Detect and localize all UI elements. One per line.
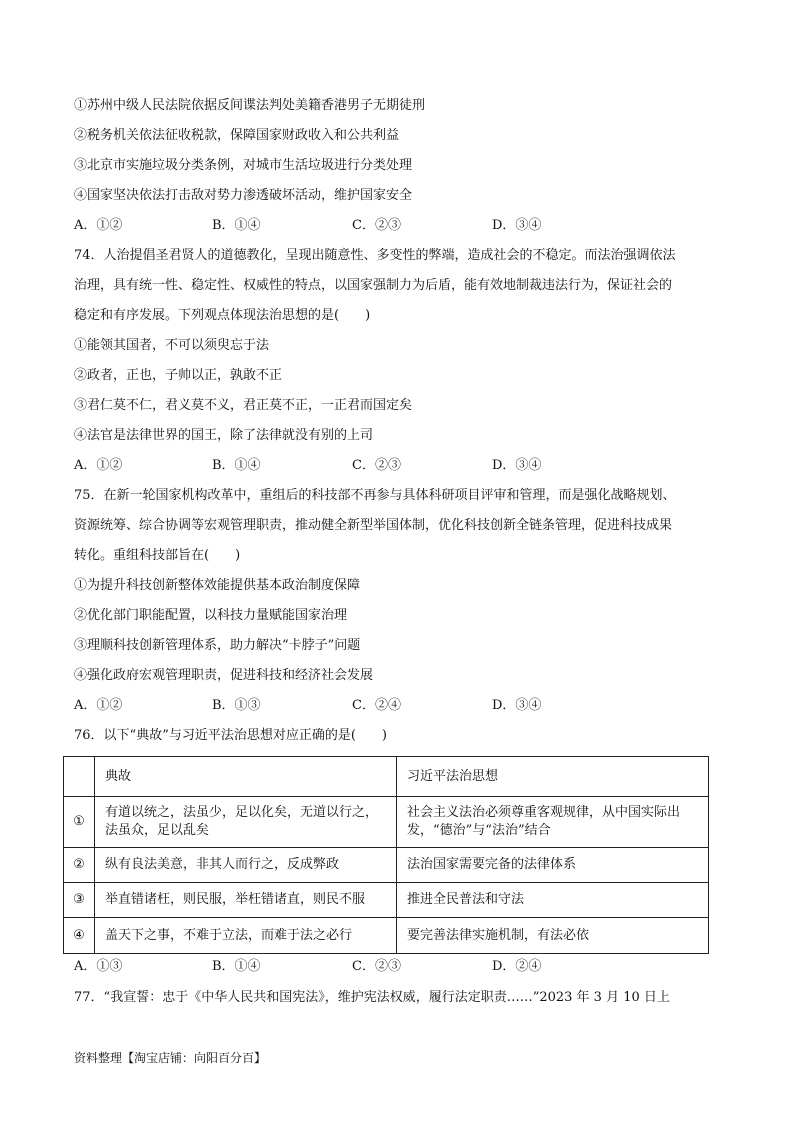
q75-item-2: ②优化部门职能配置，以科技力量赋能国家治理 <box>74 608 348 623</box>
row-thought: 要完善法律实施机制，有法必依 <box>397 918 709 954</box>
q74-stem-line-2: 治理，具有统一性、稳定性、权威性的特点，以国家强制力为后盾，能有效地制裁违法行为，保证社会的 <box>74 278 673 293</box>
q75-stem-line-2: 资源统筹、综合协调等宏观管理职责，推动健全新型举国体制，优化科技创新全链条管理，促进科技成果 <box>74 518 673 533</box>
allusion-table <box>63 756 709 954</box>
table-header-index <box>64 757 95 797</box>
q77-stem: 77．“我宣誓：忠于《中华人民共和国宪法》，维护宪法权威，履行法定职责……”2023 年 3 月 10 日上 <box>74 990 670 1005</box>
q74-option-b: B．①④ <box>212 458 261 473</box>
page-footer: 资料整理【淘宝店铺：向阳百分百】 <box>74 1051 267 1065</box>
q75-stem-line-1: 75．在新一轮国家机构改革中，重组后的科技部不再参与具体科研项目评审和管理，而是强化战略规划、 <box>74 488 676 503</box>
table-header-row <box>64 757 709 797</box>
q75-option-c: C．②④ <box>352 698 401 713</box>
q73-option-b: B．①④ <box>212 218 261 233</box>
table-row <box>64 848 709 883</box>
row-thought: 法治国家需要完备的法律体系 <box>397 848 709 883</box>
q75-option-a: A．①② <box>74 698 123 713</box>
row-index: ④ <box>64 918 95 954</box>
q76-option-c: C．②③ <box>352 959 401 974</box>
q74-item-1: ①能领其国者，不可以须臾忘于法 <box>74 338 270 353</box>
table-row <box>64 797 709 848</box>
q75-option-d: D．③④ <box>492 698 542 713</box>
q73-item-2: ②税务机关依法征收税款，保障国家财政收入和公共利益 <box>74 128 400 143</box>
q73-item-4: ④国家坚决依法打击敌对势力渗透破坏活动，维护国家安全 <box>74 188 413 203</box>
q74-option-a: A．①② <box>74 458 123 473</box>
row-allusion: 举直错诸枉，则民服，举枉错诸直，则民不服 <box>95 883 397 918</box>
q74-option-c: C．②③ <box>352 458 401 473</box>
q76-option-a: A．①③ <box>74 959 123 974</box>
q74-item-4: ④法官是法律世界的国王，除了法律就没有别的上司 <box>74 428 374 443</box>
q76-option-d: D．②④ <box>492 959 542 974</box>
q73-item-1: ①苏州中级人民法院依据反间谍法判处美籍香港男子无期徒刑 <box>74 98 426 113</box>
q74-options <box>74 457 734 475</box>
q73-option-d: D．③④ <box>492 218 542 233</box>
row-index: ③ <box>64 883 95 918</box>
q74-item-2: ②政者，正也，子帅以正，孰敢不正 <box>74 368 283 383</box>
q73-item-3: ③北京市实施垃圾分类条例，对城市生活垃圾进行分类处理 <box>74 158 413 173</box>
row-thought: 社会主义法治必须尊重客观规律，从中国实际出发，“德治”与“法治”结合 <box>397 797 709 848</box>
row-allusion: 有道以统之，法虽少，足以化矣，无道以行之，法虽众，足以乱矣 <box>95 797 397 848</box>
row-thought: 推进全民普法和守法 <box>397 883 709 918</box>
q75-item-3: ③理顺科技创新管理体系，助力解决“卡脖子”问题 <box>74 638 361 653</box>
table-row <box>64 918 709 954</box>
table-header-allusion: 典故 <box>95 757 397 797</box>
q76-options <box>74 958 734 976</box>
q74-option-d: D．③④ <box>492 458 542 473</box>
q74-item-3: ③君仁莫不仁，君义莫不义，君正莫不正，一正君而国定矣 <box>74 398 413 413</box>
row-allusion: 纵有良法美意，非其人而行之，反成弊政 <box>95 848 397 883</box>
q75-option-b: B．①③ <box>212 698 261 713</box>
q74-stem-line-3: 稳定和有序发展。下列观点体现法治思想的是( ) <box>74 308 371 323</box>
table-row <box>64 883 709 918</box>
row-index: ② <box>64 848 95 883</box>
q73-options <box>74 217 734 235</box>
q73-option-c: C．②③ <box>352 218 401 233</box>
q75-stem-line-3: 转化。重组科技部旨在( ) <box>74 548 241 563</box>
q74-stem-line-1: 74．人治提倡圣君贤人的道德教化，呈现出随意性、多变性的弊端，造成社会的不稳定。而法治强调依法 <box>74 248 676 263</box>
row-allusion: 盖天下之事，不难于立法，而难于法之必行 <box>95 918 397 954</box>
q75-item-1: ①为提升科技创新整体效能提供基本政治制度保障 <box>74 578 361 593</box>
row-index: ① <box>64 797 95 848</box>
q76-stem: 76．以下“典故”与习近平法治思想对应正确的是( ) <box>74 728 387 743</box>
q75-item-4: ④强化政府宏观管理职责，促进科技和经济社会发展 <box>74 668 374 683</box>
q73-option-a: A．①② <box>74 218 123 233</box>
table-header-thought: 习近平法治思想 <box>397 757 709 797</box>
q75-options <box>74 697 734 715</box>
q76-option-b: B．①④ <box>212 959 261 974</box>
